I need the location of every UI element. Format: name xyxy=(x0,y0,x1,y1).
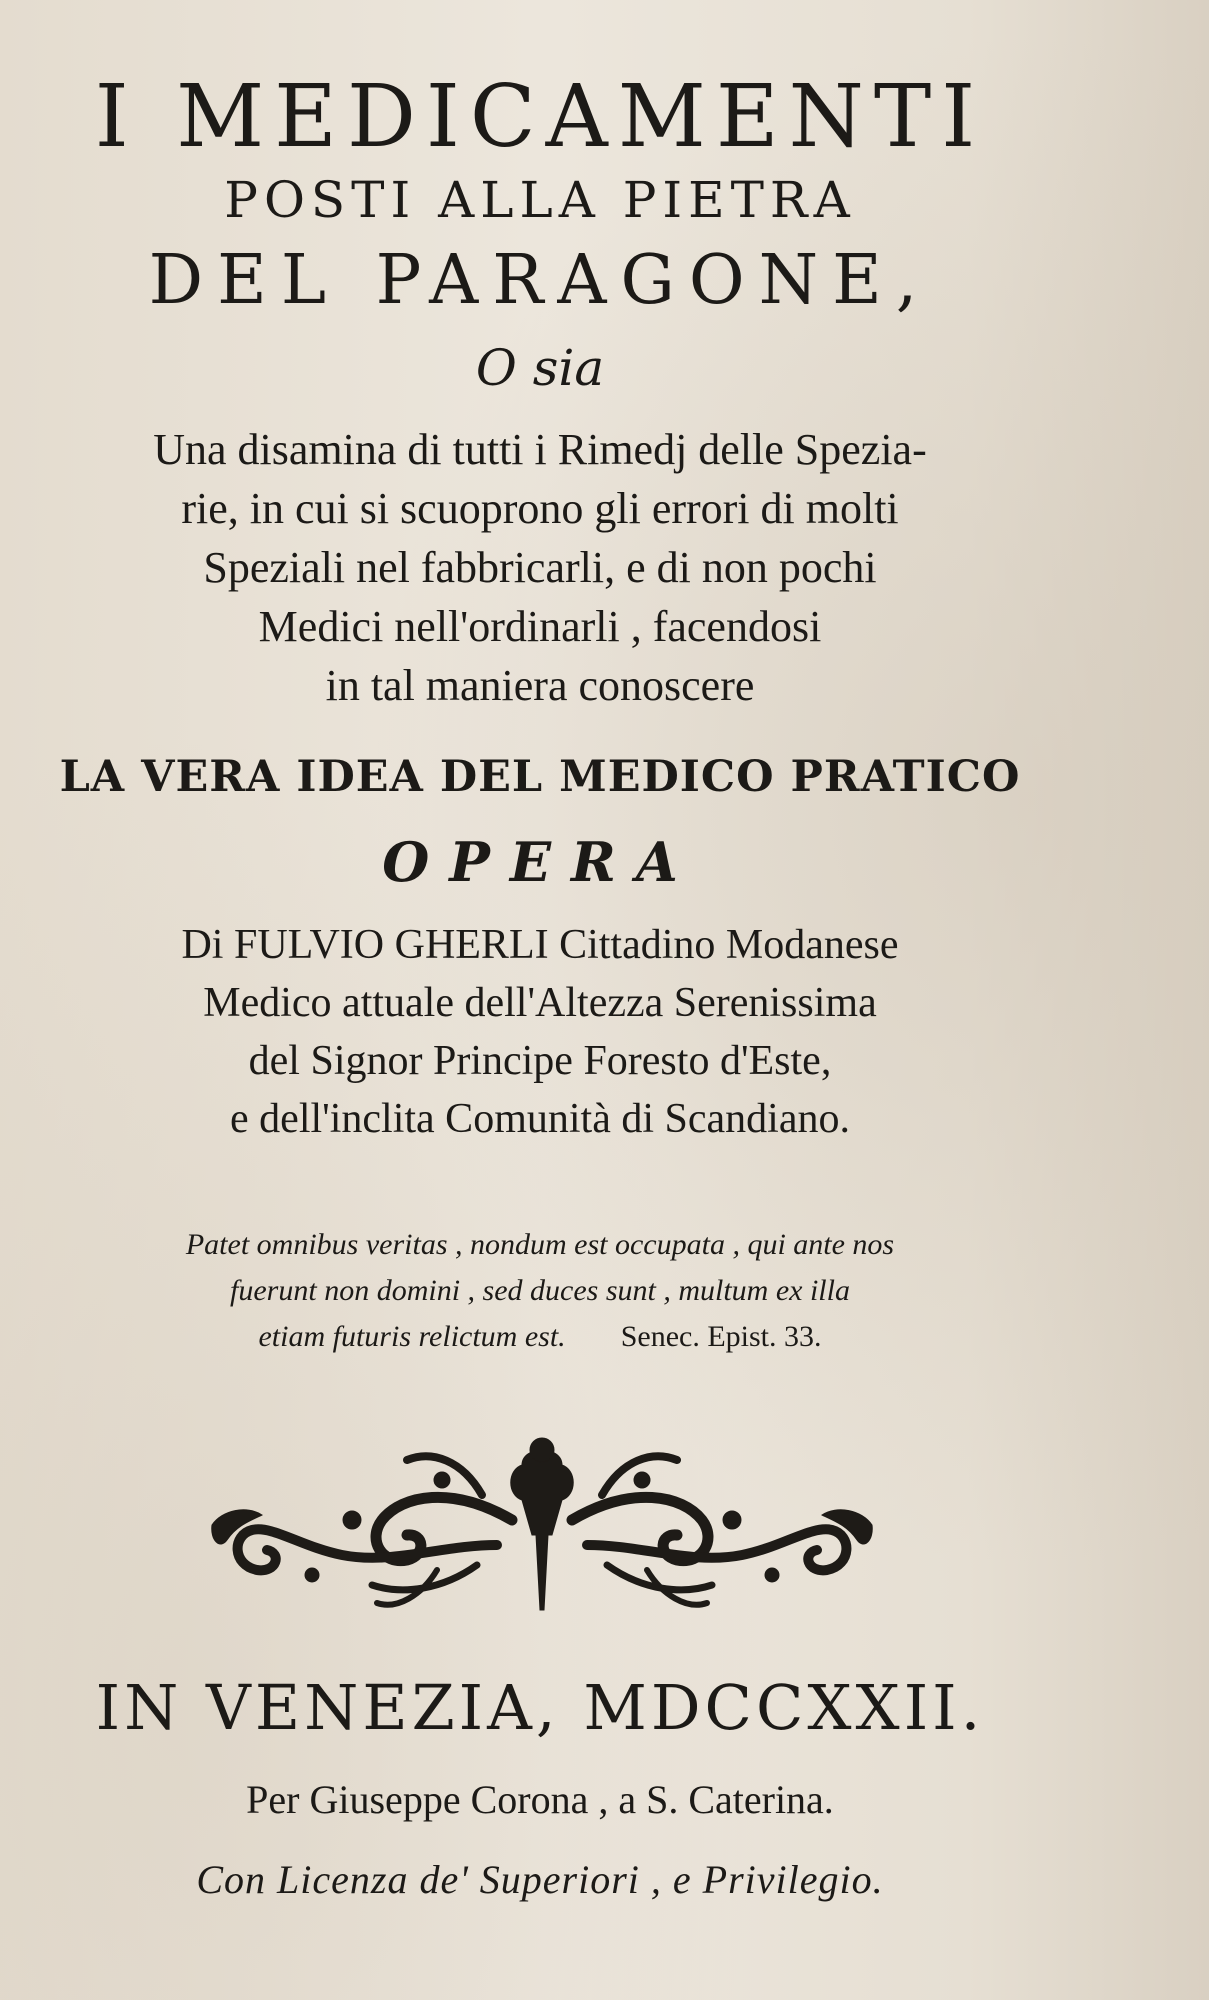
description-line: Speziali nel fabbricarli, e di non pochi xyxy=(203,543,877,592)
author-line: Medico attuale dell'Altezza Serenissima xyxy=(203,980,877,1026)
epigraph-source: Senec. Epist. 33. xyxy=(620,1320,822,1353)
description-line: Medici nell'ordinarli , facendosi xyxy=(258,602,822,651)
epigraph-text: etiam futuris relictum est. xyxy=(258,1320,566,1353)
title-line-3: DEL PARAGONE, xyxy=(148,241,932,320)
epigraph-line: fuerunt non domini , sed duces sunt , multum ex illa xyxy=(230,1274,850,1307)
description-paragraph xyxy=(40,420,1040,715)
imprint-license: Con Licenza de' Superiori , e Privilegio. xyxy=(196,1857,884,1902)
author-line: e dell'inclita Comunità di Scandiano. xyxy=(230,1096,850,1142)
author-line: del Signor Principe Foresto d'Este, xyxy=(248,1038,832,1084)
printer-ornament-icon xyxy=(192,1425,892,1625)
subtitle: LA VERA IDEA DEL MEDICO PRATICO xyxy=(59,752,1021,802)
description-line: in tal maniera conoscere xyxy=(325,661,755,710)
title-line-2: POSTI ALLA PIETRA xyxy=(224,171,856,229)
title-line-1: I MEDICAMENTI xyxy=(94,67,986,167)
epigraph-line: Patet omnibus veritas , nondum est occupata , qui ante nos xyxy=(185,1228,895,1261)
description-line: Una disamina di tutti i Rimedj delle Spezia- xyxy=(153,425,927,474)
author-block xyxy=(40,916,1040,1148)
opera-heading: OPERA xyxy=(382,830,698,894)
epigraph xyxy=(40,1222,1040,1360)
title-line-4: O sia xyxy=(475,339,605,397)
imprint-printer: Per Giuseppe Corona , a S. Caterina. xyxy=(246,1777,834,1822)
epigraph-line-3 xyxy=(40,1314,1040,1360)
imprint-place-date: IN VENEZIA, MDCCXXII. xyxy=(95,1671,985,1744)
description-line: rie, in cui si scuoprono gli errori di molti xyxy=(181,484,899,533)
author-line: Di FULVIO GHERLI Cittadino Modanese xyxy=(181,922,899,968)
